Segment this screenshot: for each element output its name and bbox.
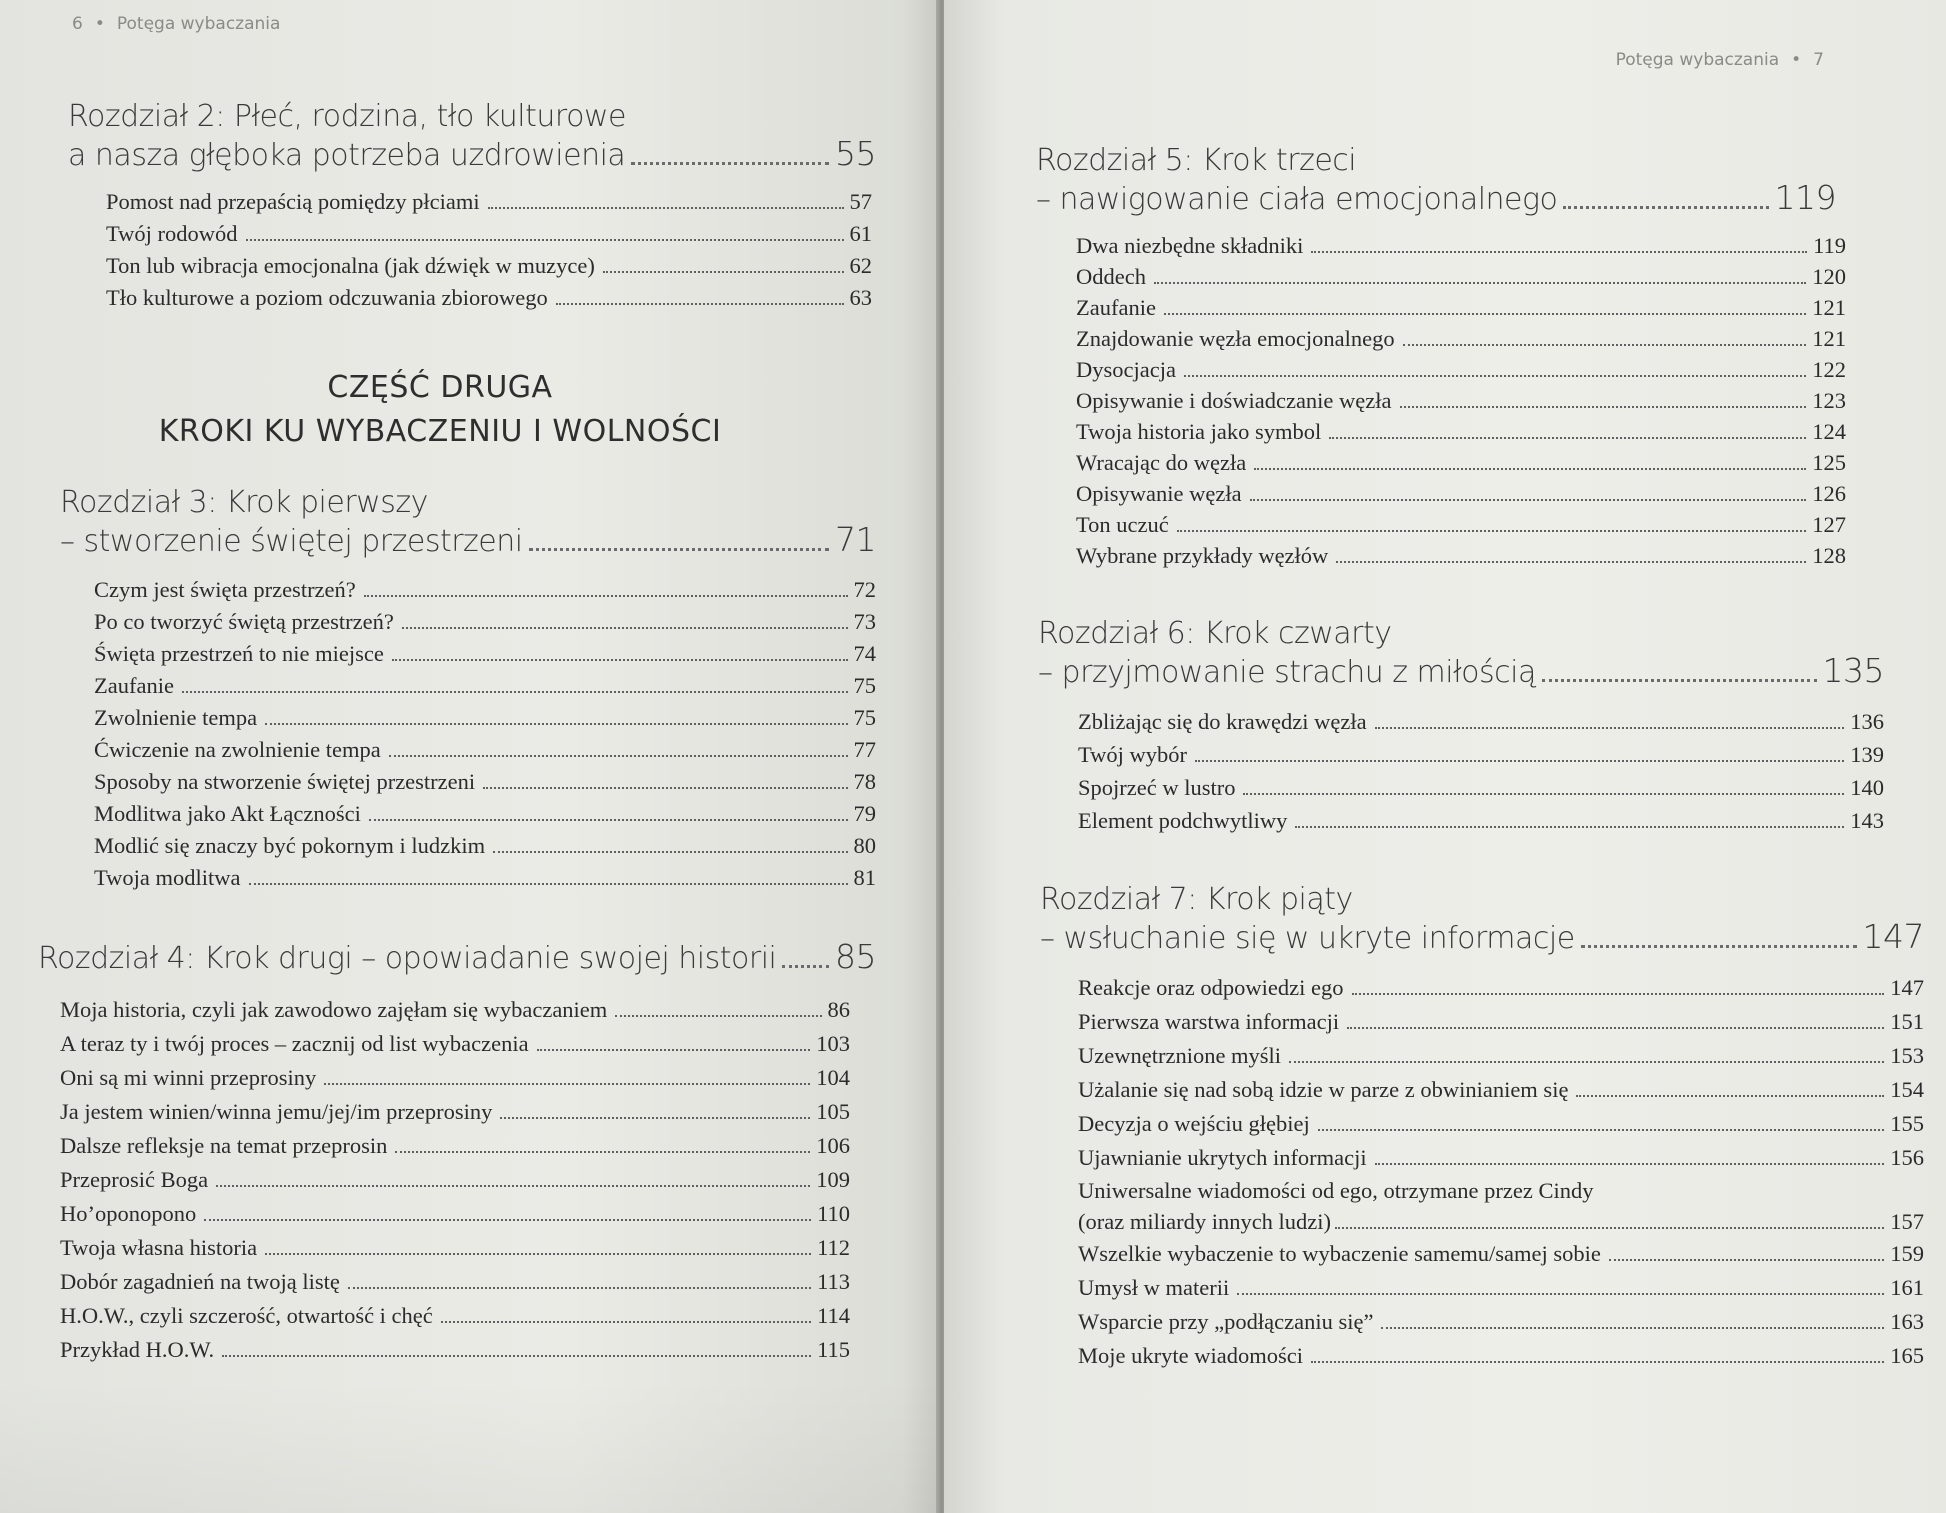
toc-entry[interactable] xyxy=(1078,705,1884,738)
toc-entry-title: Spojrzeć w lustro xyxy=(1078,775,1236,800)
toc-entry[interactable] xyxy=(106,218,872,250)
toc-entry-page: 106 xyxy=(816,1133,850,1158)
chapter-2-entries xyxy=(68,186,872,314)
dot-leader xyxy=(265,1253,811,1255)
toc-entry[interactable] xyxy=(60,1333,850,1367)
toc-entry-page: 114 xyxy=(817,1303,850,1328)
toc-entry-page: 79 xyxy=(853,801,876,826)
right-running-title: Potęga wybaczania xyxy=(1615,50,1780,70)
toc-entry[interactable] xyxy=(1076,354,1846,385)
toc-entry-page: 121 xyxy=(1812,326,1846,351)
dot-leader xyxy=(483,787,847,789)
toc-entry-title: Decyzja o wejściu głębiej xyxy=(1078,1111,1310,1136)
toc-entry[interactable] xyxy=(94,606,876,638)
toc-entry[interactable] xyxy=(1078,771,1884,804)
chapter-title-line1: Rozdział 2: Płeć, rodzina, tło kulturowe xyxy=(68,99,626,134)
toc-entry[interactable] xyxy=(1078,1237,1924,1271)
dot-leader xyxy=(389,755,848,757)
toc-entry-page: 57 xyxy=(849,189,872,214)
chapter-title-line2: – stworzenie świętej przestrzeni xyxy=(60,524,523,559)
dot-leader xyxy=(1335,1227,1884,1229)
toc-entry-page: 121 xyxy=(1812,295,1846,320)
toc-entry-title: Ćwiczenie na zwolnienie tempa xyxy=(94,737,381,762)
toc-entry-page: 109 xyxy=(816,1167,850,1192)
toc-entry-page: 125 xyxy=(1812,450,1846,475)
toc-entry-page: 81 xyxy=(853,865,876,890)
chapter-title-row xyxy=(38,938,876,977)
chapter-4 xyxy=(0,938,876,1367)
dot-leader xyxy=(182,691,848,693)
toc-entry[interactable] xyxy=(1078,804,1884,837)
toc-entry-page: 126 xyxy=(1812,481,1846,506)
toc-entry-page: 156 xyxy=(1890,1145,1924,1170)
toc-entry[interactable] xyxy=(60,1265,850,1299)
dot-leader xyxy=(249,883,848,885)
toc-entry-title: Pomost nad przepaścią pomiędzy płciami xyxy=(106,189,480,214)
toc-entry-page: 119 xyxy=(1813,233,1846,258)
dot-leader xyxy=(402,627,848,629)
toc-entry-page: 73 xyxy=(853,609,876,634)
page-shading xyxy=(0,1380,940,1513)
toc-entry[interactable] xyxy=(94,574,876,606)
toc-entry-title: Wszelkie wybaczenie to wybaczenie samemu/samej sobie xyxy=(1078,1241,1601,1266)
toc-entry-page: 80 xyxy=(853,833,876,858)
dot-leader xyxy=(1295,826,1844,828)
toc-entry-title: Umysł w materii xyxy=(1078,1275,1230,1300)
right-running-head xyxy=(1616,50,1824,70)
dot-leader xyxy=(631,162,829,165)
toc-entry-page: 72 xyxy=(853,577,876,602)
toc-entry-title: Dysocjacja xyxy=(1076,357,1176,382)
chapter-6 xyxy=(944,615,1884,837)
dot-leader xyxy=(216,1185,810,1187)
chapter-heading xyxy=(60,484,876,560)
toc-entry[interactable] xyxy=(60,1129,850,1163)
toc-entry-title: Twoja historia jako symbol xyxy=(1076,419,1322,444)
toc-entry-title: Dwa niezbędne składniki xyxy=(1076,233,1304,258)
toc-entry[interactable] xyxy=(106,186,872,218)
chapter-3 xyxy=(0,484,876,894)
toc-entry-title: Modlić się znaczy być pokornym i ludzkim xyxy=(94,833,486,858)
chapter-7-entries xyxy=(1040,971,1924,1373)
dot-leader xyxy=(369,819,848,821)
dot-leader xyxy=(1381,1327,1884,1329)
chapter-page-number: 119 xyxy=(1774,178,1836,217)
toc-entry-title: A teraz ty i twój proces – zacznij od list wybaczenia xyxy=(60,1031,529,1056)
toc-entry-page: 163 xyxy=(1890,1309,1924,1334)
toc-entry-page: 62 xyxy=(849,253,872,278)
toc-entry-page: 127 xyxy=(1812,512,1846,537)
toc-entry-title: Twoja modlitwa xyxy=(94,865,241,890)
toc-entry-title-line2: (oraz miliardy innych ludzi) xyxy=(1078,1209,1332,1234)
chapter-title-line1: Rozdział 4: Krok drugi – opowiadanie swojej historii xyxy=(38,941,777,976)
right-toc-column xyxy=(944,142,1946,1373)
dot-leader xyxy=(204,1219,811,1221)
toc-entry-page: 75 xyxy=(853,673,876,698)
toc-entry-page: 104 xyxy=(816,1065,850,1090)
bullet-separator: • xyxy=(94,14,105,34)
chapter-title-row xyxy=(1036,179,1836,218)
toc-entry-title: Ton lub wibracja emocjonalna (jak dźwięk w muzyce) xyxy=(106,253,595,278)
dot-leader xyxy=(1576,1095,1884,1097)
chapter-title-line1: Rozdział 6: Krok czwarty xyxy=(1038,616,1392,651)
toc-entry[interactable] xyxy=(1078,1005,1924,1039)
toc-entry-page: 136 xyxy=(1850,709,1884,734)
dot-leader xyxy=(1250,499,1807,501)
left-running-head xyxy=(72,14,280,34)
dot-leader xyxy=(537,1049,811,1051)
chapter-5-entries xyxy=(1036,230,1846,571)
chapter-title-row xyxy=(68,135,876,174)
toc-entry-page: 63 xyxy=(849,285,872,310)
toc-entry-page: 155 xyxy=(1890,1111,1924,1136)
chapter-title-line1: Rozdział 7: Krok piąty xyxy=(1040,882,1353,917)
toc-entry-title: Wracając do węzła xyxy=(1076,450,1247,475)
toc-entry[interactable] xyxy=(1076,292,1846,323)
dot-leader xyxy=(348,1287,811,1289)
dot-leader xyxy=(1375,1163,1885,1165)
dot-leader xyxy=(1184,375,1806,377)
toc-entry-title: Czym jest święta przestrzeń? xyxy=(94,577,356,602)
toc-entry-page: 154 xyxy=(1890,1077,1924,1102)
chapter-page-number: 85 xyxy=(835,937,876,976)
toc-entry-title: Zbliżając się do krawędzi węzła xyxy=(1078,709,1367,734)
toc-entry-row xyxy=(1078,1206,1924,1237)
toc-entry-title: Zaufanie xyxy=(1076,295,1156,320)
part-two-heading xyxy=(0,366,940,454)
dot-leader xyxy=(1352,993,1885,995)
toc-entry[interactable] xyxy=(60,993,850,1027)
left-page-number: 6 xyxy=(72,14,83,34)
dot-leader xyxy=(1336,561,1806,563)
dot-leader xyxy=(1311,1361,1884,1363)
toc-entry-page: 113 xyxy=(817,1269,850,1294)
toc-entry-title: Sposoby na stworzenie świętej przestrzeni xyxy=(94,769,476,794)
toc-entry-title: Element podchwytliwy xyxy=(1078,808,1288,833)
chapter-page-number: 55 xyxy=(835,134,876,173)
toc-entry-title: Ja jestem winien/winna jemu/jej/im przeprosiny xyxy=(60,1099,493,1124)
toc-entry[interactable] xyxy=(1078,1141,1924,1175)
toc-entry-title: Dalsze refleksje na temat przeprosin xyxy=(60,1133,388,1158)
toc-entry-title: Modlitwa jako Akt Łączności xyxy=(94,801,361,826)
toc-entry[interactable] xyxy=(1078,1271,1924,1305)
chapter-title-line2: a nasza głęboka potrzeba uzdrowienia xyxy=(68,138,626,173)
toc-entry-page: 86 xyxy=(827,997,850,1022)
chapter-heading xyxy=(1040,881,1924,957)
toc-entry-title: Pierwsza warstwa informacji xyxy=(1078,1009,1340,1034)
toc-entry-title: Ton uczuć xyxy=(1076,512,1169,537)
toc-entry-page: 157 xyxy=(1890,1209,1924,1234)
chapter-heading xyxy=(1036,142,1836,218)
dot-leader xyxy=(615,1015,821,1017)
chapter-heading xyxy=(38,938,876,977)
chapter-title-line1: Rozdział 3: Krok pierwszy xyxy=(60,485,428,520)
toc-entry-page: 151 xyxy=(1890,1009,1924,1034)
dot-leader xyxy=(1311,251,1807,253)
dot-leader xyxy=(1563,206,1768,209)
toc-entry-page: 122 xyxy=(1812,357,1846,382)
dot-leader xyxy=(265,723,847,725)
toc-entry[interactable] xyxy=(1076,509,1846,540)
toc-entry-title: Opisywanie węzła xyxy=(1076,481,1242,506)
toc-entry-title: Oddech xyxy=(1076,264,1146,289)
dot-leader xyxy=(1177,530,1806,532)
toc-entry[interactable] xyxy=(1076,416,1846,447)
toc-entry-page: 153 xyxy=(1890,1043,1924,1068)
dot-leader xyxy=(1403,344,1807,346)
left-running-title: Potęga wybaczania xyxy=(116,14,281,34)
toc-entry[interactable] xyxy=(60,1061,850,1095)
left-toc-column xyxy=(0,98,940,1367)
toc-entry-title: Dobór zagadnień na twoją listę xyxy=(60,1269,340,1294)
dot-leader xyxy=(1289,1061,1884,1063)
toc-entry-title: Wybrane przykłady węzłów xyxy=(1076,543,1329,568)
toc-entry[interactable] xyxy=(94,670,876,702)
toc-entry-title: Twój wybór xyxy=(1078,742,1188,767)
chapter-5 xyxy=(944,142,1846,571)
right-page-number: 7 xyxy=(1813,50,1824,70)
toc-entry-title: H.O.W., czyli szczerość, otwartość i chęć xyxy=(60,1303,433,1328)
dot-leader xyxy=(1581,945,1857,948)
toc-entry[interactable] xyxy=(94,862,876,894)
dot-leader xyxy=(246,239,844,241)
toc-entry[interactable] xyxy=(106,282,872,314)
toc-entry-title: Uzewnętrznione myśli xyxy=(1078,1043,1282,1068)
dot-leader xyxy=(395,1151,810,1153)
left-page xyxy=(0,0,940,1513)
toc-entry-page: 147 xyxy=(1890,975,1924,1000)
dot-leader xyxy=(603,271,844,273)
dot-leader xyxy=(1164,313,1806,315)
dot-leader xyxy=(392,659,848,661)
toc-entry-title: Moje ukryte wiadomości xyxy=(1078,1343,1303,1368)
toc-entry-title: Wsparcie przy „podłączaniu się” xyxy=(1078,1309,1374,1334)
toc-entry[interactable] xyxy=(60,1027,850,1061)
toc-entry-page: 140 xyxy=(1850,775,1884,800)
dot-leader xyxy=(1375,727,1845,729)
chapter-page-number: 147 xyxy=(1862,917,1924,956)
toc-entry-title: Tło kulturowe a poziom odczuwania zbiorowego xyxy=(106,285,548,310)
chapter-heading xyxy=(68,98,876,174)
chapter-title-line2: – przyjmowanie strachu z miłością xyxy=(1038,655,1536,690)
toc-entry-title: Zaufanie xyxy=(94,673,174,698)
toc-entry[interactable] xyxy=(1076,540,1846,571)
dot-leader xyxy=(1318,1129,1884,1131)
dot-leader xyxy=(782,965,829,968)
toc-entry[interactable] xyxy=(1078,1305,1924,1339)
toc-entry-page: 103 xyxy=(816,1031,850,1056)
toc-entry-page: 124 xyxy=(1812,419,1846,444)
toc-entry-title: Twój rodowód xyxy=(106,221,238,246)
toc-entry[interactable] xyxy=(60,1299,850,1333)
toc-entry-title: Przykład H.O.W. xyxy=(60,1337,215,1362)
part-title-line2: KROKI KU WYBACZENIU I WOLNOŚCI xyxy=(158,414,722,449)
chapter-3-entries xyxy=(60,574,876,894)
chapter-title-line2: – wsłuchanie się w ukryte informacje xyxy=(1040,921,1575,956)
toc-entry-title: Ujawnianie ukrytych informacji xyxy=(1078,1145,1367,1170)
dot-leader xyxy=(324,1083,810,1085)
toc-entry[interactable] xyxy=(1076,478,1846,509)
toc-entry-page: 74 xyxy=(853,641,876,666)
toc-entry-title: Użalanie się nad sobą idzie w parze z obwinianiem się xyxy=(1078,1077,1569,1102)
toc-entry-title-line1: Uniwersalne wiadomości od ego, otrzymane przez Cindy xyxy=(1078,1178,1594,1203)
toc-entry-page: 139 xyxy=(1850,742,1884,767)
chapter-7 xyxy=(944,881,1924,1373)
toc-entry[interactable] xyxy=(60,1095,850,1129)
chapter-4-entries xyxy=(38,993,850,1367)
dot-leader xyxy=(1609,1259,1884,1261)
toc-entry-page: 120 xyxy=(1812,264,1846,289)
toc-entry[interactable] xyxy=(94,830,876,862)
toc-entry-page: 105 xyxy=(816,1099,850,1124)
chapter-title-row xyxy=(1038,652,1884,691)
toc-entry[interactable] xyxy=(1078,1107,1924,1141)
chapter-2 xyxy=(0,98,876,314)
toc-entry[interactable] xyxy=(94,734,876,766)
toc-entry[interactable] xyxy=(106,250,872,282)
toc-entry-title: Moja historia, czyli jak zawodowo zajęłam się wybaczaniem xyxy=(60,997,608,1022)
toc-entry[interactable] xyxy=(1078,1039,1924,1073)
toc-entry-title: Twoja własna historia xyxy=(60,1235,258,1260)
toc-entry[interactable] xyxy=(94,766,876,798)
toc-entry-title: Oni są mi winni przeprosiny xyxy=(60,1065,317,1090)
dot-leader xyxy=(1329,437,1806,439)
toc-entry-title: Święta przestrzeń to nie miejsce xyxy=(94,641,384,666)
toc-entry[interactable] xyxy=(60,1197,850,1231)
toc-entry[interactable] xyxy=(1078,738,1884,771)
toc-entry-page: 112 xyxy=(817,1235,850,1260)
toc-entry[interactable] xyxy=(1078,1073,1924,1107)
dot-leader xyxy=(493,851,847,853)
toc-entry[interactable] xyxy=(94,798,876,830)
dot-leader xyxy=(1237,1293,1884,1295)
dot-leader xyxy=(1243,793,1844,795)
toc-entry[interactable] xyxy=(60,1231,850,1265)
toc-entry-page: 161 xyxy=(1890,1275,1924,1300)
toc-entry-title: Przeprosić Boga xyxy=(60,1167,209,1192)
toc-entry-title: Ho’oponopono xyxy=(60,1201,197,1226)
toc-entry-page: 165 xyxy=(1890,1343,1924,1368)
toc-entry-title: Po co tworzyć świętą przestrzeń? xyxy=(94,609,394,634)
bullet-separator: • xyxy=(1791,50,1802,70)
dot-leader xyxy=(364,595,848,597)
toc-entry-page: 61 xyxy=(849,221,872,246)
toc-entry-page: 75 xyxy=(853,705,876,730)
toc-entry[interactable] xyxy=(60,1163,850,1197)
dot-leader xyxy=(1254,468,1806,470)
dot-leader xyxy=(529,548,829,551)
toc-entry-page: 110 xyxy=(817,1201,850,1226)
chapter-title-line1: Rozdział 5: Krok trzeci xyxy=(1036,143,1357,178)
toc-entry-title: Zwolnienie tempa xyxy=(94,705,258,730)
toc-entry-title: Znajdowanie węzła emocjonalnego xyxy=(1076,326,1395,351)
toc-entry[interactable] xyxy=(1076,261,1846,292)
dot-leader xyxy=(222,1355,811,1357)
toc-entry-multiline[interactable] xyxy=(1078,1175,1924,1237)
dot-leader xyxy=(1347,1027,1884,1029)
toc-entry-page: 123 xyxy=(1812,388,1846,413)
toc-entry[interactable] xyxy=(1078,1339,1924,1373)
toc-entry-page: 78 xyxy=(853,769,876,794)
right-page xyxy=(944,0,1946,1513)
dot-leader xyxy=(556,303,844,305)
chapter-6-entries xyxy=(1038,705,1884,837)
dot-leader xyxy=(1154,282,1806,284)
toc-entry[interactable] xyxy=(1076,230,1846,261)
dot-leader xyxy=(1400,406,1807,408)
dot-leader xyxy=(500,1117,810,1119)
toc-entry[interactable] xyxy=(1076,385,1846,416)
chapter-heading xyxy=(1038,615,1884,691)
toc-entry-title: Reakcje oraz odpowiedzi ego xyxy=(1078,975,1344,1000)
part-title-line1: CZĘŚĆ DRUGA xyxy=(327,370,553,405)
dot-leader xyxy=(488,207,844,209)
toc-entry[interactable] xyxy=(1076,447,1846,478)
toc-entry-page: 115 xyxy=(817,1337,850,1362)
toc-entry[interactable] xyxy=(1078,971,1924,1005)
chapter-page-number: 71 xyxy=(835,520,876,559)
chapter-title-row xyxy=(60,521,876,560)
toc-entry[interactable] xyxy=(94,702,876,734)
dot-leader xyxy=(441,1321,811,1323)
dot-leader xyxy=(1195,760,1844,762)
dot-leader xyxy=(1542,679,1817,682)
toc-entry-page: 77 xyxy=(853,737,876,762)
toc-entry[interactable] xyxy=(94,638,876,670)
toc-entry-page: 128 xyxy=(1812,543,1846,568)
toc-entry-title: Opisywanie i doświadczanie węzła xyxy=(1076,388,1392,413)
toc-entry[interactable] xyxy=(1076,323,1846,354)
chapter-title-row xyxy=(1040,918,1924,957)
toc-entry-page: 159 xyxy=(1890,1241,1924,1266)
chapter-title-line2: – nawigowanie ciała emocjonalnego xyxy=(1036,182,1558,217)
chapter-page-number: 135 xyxy=(1822,651,1884,690)
toc-entry-page: 143 xyxy=(1850,808,1884,833)
